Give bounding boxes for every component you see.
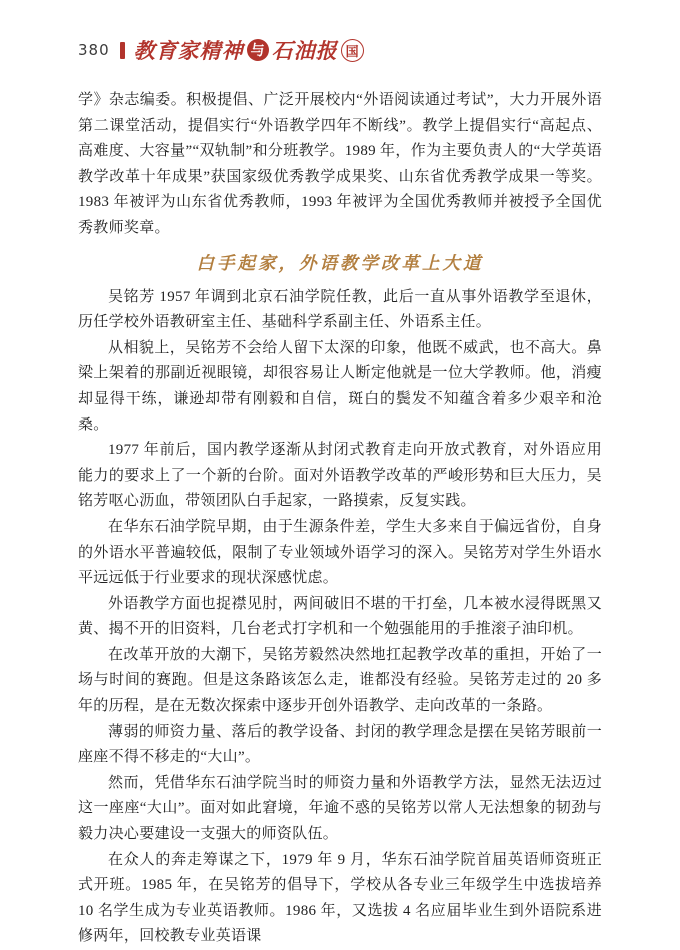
page-number: 380 xyxy=(78,41,110,59)
logo-text-part1: 教育家精神 xyxy=(133,38,244,63)
paragraph: 外语教学方面也捉襟见肘，两间破旧不堪的干打垒，几本被水浸得既黑又黄、揭不开的旧资料，几台老式打字机和一个勉强能用的手推滚子油印机。 xyxy=(78,595,602,638)
article-body xyxy=(78,88,602,950)
book-title-logo xyxy=(134,35,364,65)
header-divider-bar xyxy=(120,42,125,59)
paragraph: 薄弱的师资力量、落后的教学设备、封闭的教学理念是摆在吴铭芳眼前一座座不得不移走的“大山”。 xyxy=(78,723,602,766)
section-heading: 白手起家，外语教学改革上大道 xyxy=(196,253,484,274)
logo-text-part2: 石油报 xyxy=(271,38,338,63)
paragraph: 1977 年前后，国内教学逐渐从封闭式教育走向开放式教育，对外语应用能力的要求上了一个新的台阶。面对外语教学改革的严峻形势和巨大压力，吴铭芳呕心沥血，带领团队白手起家，一路摸索，反复实践。 xyxy=(78,442,602,510)
paragraph: 在华东石油学院早期，由于生源条件差，学生大多来自于偏远省份，自身的外语水平普遍较低，限制了专业领域外语学习的深入。吴铭芳对学生外语水平远远低于行业要求的现状深感忧虑。 xyxy=(78,518,602,587)
paragraph: 学》杂志编委。积极提倡、广泛开展校内“外语阅读通过考试”，大力开展外语第二课堂活动，提倡实行“外语教学四年不断线”。教学上提倡实行“高起点、高难度、大容量”“双轨制”和分班教学。1989 年，作为主要负责人的“大学英语教学改革十年成果”获国家级优秀教学成果奖、山东省优秀教学成果一等奖。1983 年被评为山东省优秀教师，1993 年被评为全国优秀教师并被授予全国优秀教师奖章。 xyxy=(78,92,602,236)
logo-circled-character: 国 xyxy=(341,39,364,62)
paragraph: 在众人的奔走筹谋之下，1979 年 9 月，华东石油学院首届英语师资班正式开班。1985 年，在吴铭芳的倡导下，学校从各专业三年级学生中选拔培养 10 名学生成为专业英语教师。1986 年，又选拔 4 名应届毕业生到外语院系进修两年，回校教专业英语课 xyxy=(78,851,602,945)
paragraph: 在改革开放的大潮下，吴铭芳毅然决然地扛起教学改革的重担，开始了一场与时间的赛跑。但是这条路该怎么走，谁都没有经验。吴铭芳走过的 20 多年的历程，是在无数次探索中逐步开创外语教学、走向改革的一条路。 xyxy=(78,646,602,715)
logo-ring-character: 与 xyxy=(247,39,269,61)
paragraph: 然而，凭借华东石油学院当时的师资力量和外语教学方法，显然无法迈过这一座座“大山”。面对如此窘境，年逾不惑的吴铭芳以常人无法想象的韧劲与毅力决心要建设一支强大的师资队伍。 xyxy=(78,774,602,843)
page-header xyxy=(78,34,602,66)
paragraph: 从相貌上，吴铭芳不会给人留下太深的印象，他既不威武，也不高大。鼻梁上架着的那副近视眼镜，却很容易让人断定他就是一位大学教师。他，消瘦却显得干练，谦逊却带有刚毅和自信，斑白的鬓发不知蕴含着多少艰辛和沧桑。 xyxy=(78,339,602,433)
paragraph: 吴铭芳 1957 年调到北京石油学院任教，此后一直从事外语教学至退休，历任学校外语教研室主任、基础科学系副主任、外语系主任。 xyxy=(78,288,602,331)
